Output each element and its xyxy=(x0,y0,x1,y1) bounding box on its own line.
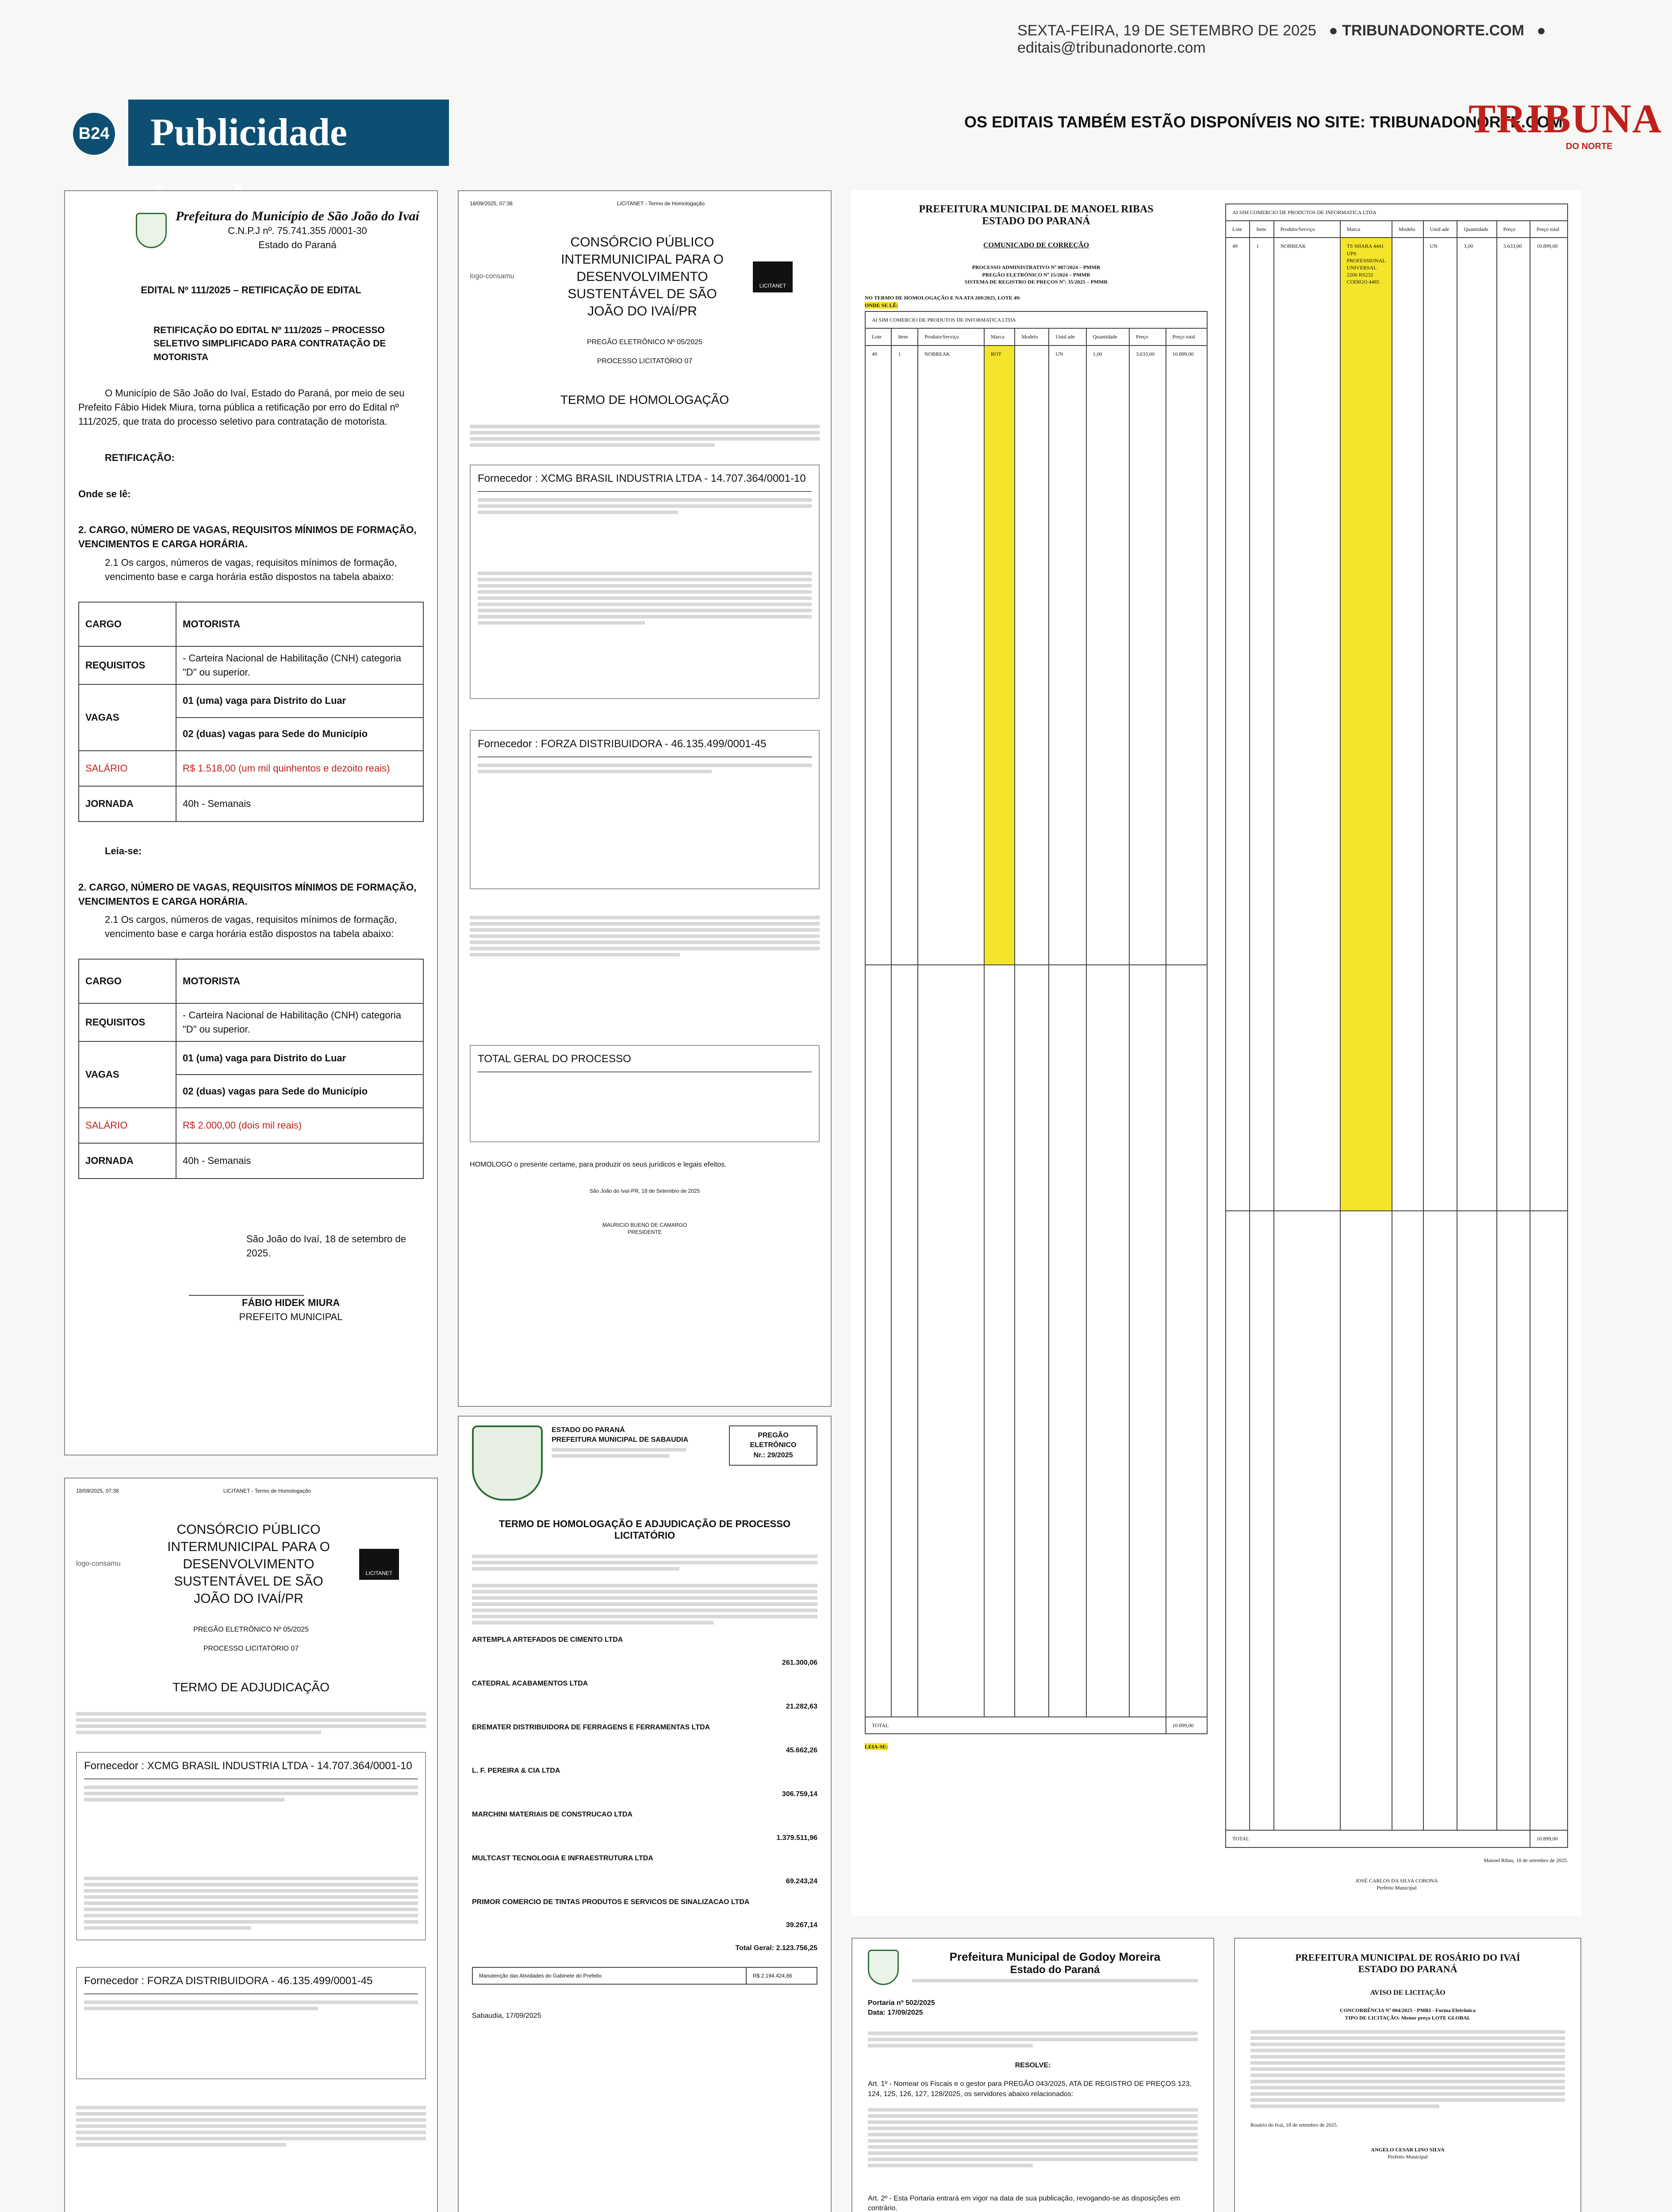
intro-text: O Município de São João do Ivaí, Estado do Paraná, por meio de seu Prefeito Fábio Hidek Miura, torna pública a retificação por erro do Edital nº 111/2025, que trata do processo seletivo para contratação de motorista. xyxy=(78,387,405,427)
item-2-new: 2. CARGO, NÚMERO DE VAGAS, REQUISITOS MÍNIMOS DE FORMAÇÃO, VENCIMENTOS E CARGA HORÁRIA. xyxy=(78,881,417,907)
signatory: FÁBIO HIDEK MIURA xyxy=(242,1297,340,1308)
sabaudia-termo: TERMO DE HOMOLOGAÇÃO E ADJUDICAÇÃO DE PROCESSO LICITATÓRIO xyxy=(499,1518,791,1541)
consorcio-logo-2: logo-consamu xyxy=(470,273,514,280)
estado: Estado do Paraná xyxy=(258,239,337,250)
leia-se: Leia-se: xyxy=(105,845,142,856)
termo-homologacao-title: TERMO DE HOMOLOGAÇÃO xyxy=(560,392,729,407)
municipal-crest xyxy=(136,213,167,248)
notice-godoy-moreira: Prefeitura Municipal de Godoy Moreira Estado do Paraná Portaria nº 502/2025 Data: 17/09/2025 RESOLVE: Art. 1º - Nomear os Fiscais e o gestor para PREGÃO 043/2025, ATA DE REGISTRO DE PREÇOS 123, 124, 125, 126, 127, 128/2025, os servidores abaixo relacionados: Art. 2º - Esta Portaria entrará em vigor na data de sua publicação, revogando-se as disposições em contrário. xyxy=(851,1938,1214,2212)
termo-adjudicacao-title: TERMO DE ADJUDICAÇÃO xyxy=(173,1680,330,1694)
sabaudia-fornecedores xyxy=(472,1635,817,1930)
godoy-crest xyxy=(868,1950,899,1985)
fornecedor-row: CATEDRAL ACABAMENTOS LTDA 21.282,63 xyxy=(472,1679,817,1711)
consorcio-name: CONSÓRCIO PÚBLICO INTERMUNICIPAL PARA O DESENVOLVIMENTO SUSTENTÁVEL DE SÃO JOÃO DO IVAÍ/PR xyxy=(167,1522,330,1606)
prefeitura-name: Prefeitura do Município de São João do Ivaí xyxy=(176,209,419,223)
licitanet-logo: LICITANET xyxy=(359,1549,399,1580)
notice-sao-joao-retificacao xyxy=(64,190,438,1455)
onde-table: AI SIM COMERCIO DE PRODUTOS DE INFORMATICA LTDA Lote Item Produto/Serviço Marca Modelo Unid ade Quantidade Preço Preço total 49 1 NOBREAK ROT UN 1,00 3.633,00 10.899,00 TOTAL 10.899,00 xyxy=(865,311,1208,1734)
signatory-role: PREFEITO MUNICIPAL xyxy=(239,1311,343,1322)
masthead-date: SEXTA-FEIRA, 19 DE SETEMBRO DE 2025 ● TRIBUNADONORTE.COM ● editais@tribunadonorte.com xyxy=(1017,22,1546,56)
fornecedor-row: L. F. PEREIRA & CIA LTDA 306.759,14 xyxy=(472,1767,817,1798)
section-title: Publicidade xyxy=(128,100,449,166)
fornecedor-1-box: Fornecedor : XCMG BRASIL INDUSTRIA LTDA - 14.707.364/0001-10 xyxy=(76,1752,426,1940)
item-2-1: 2.1 Os cargos, números de vagas, requisitos mínimos de formação, vencimento base e carga horária estão dispostos na tabela abaixo: xyxy=(105,557,397,583)
retificacao-label: RETIFICAÇÃO: xyxy=(105,452,175,463)
fornecedor-2-box: Fornecedor : FORZA DISTRIBUIDORA - 46.135.499/0001-45 xyxy=(76,1967,426,2079)
signature-stamp xyxy=(189,1269,304,1296)
fornecedor-row: PRIMOR COMERCIO DE TINTAS PRODUTOS E SERVICOS DE SINALIZACAO LTDA 39.267,14 xyxy=(472,1898,817,1929)
onde-se-le: Onde se lê: xyxy=(78,488,131,499)
total-geral-box-h: TOTAL GERAL DO PROCESSO xyxy=(470,1045,820,1142)
fornecedor-row: MULTCAST TECNOLOGIA E INFRAESTRUTURA LTDA 69.243,24 xyxy=(472,1854,817,1886)
sabaudia-crest xyxy=(472,1425,543,1501)
consorcio-logo: logo-consamu xyxy=(76,1560,121,1568)
data-local: São João do Ivaí, 18 de setembro de 2025. xyxy=(246,1233,406,1259)
pregao-box: PREGÃO ELETRÔNICO Nr.: 29/2025 xyxy=(729,1425,817,1466)
edital-title: EDITAL Nº 111/2025 – RETIFICAÇÃO DE EDITAL xyxy=(141,284,361,296)
notice-rosario-do-ivai: PREFEITURA MUNICIPAL DE ROSÁRIO DO IVAÍ ESTADO DO PARANÁ AVISO DE LICITAÇÃO CONCORRÊNCIA Nº 004/2025 - PMRI - Forma Eletrônica TIPO DE LICITAÇÃO: Menor preço LOTE GLOBAL Rosário do Ivaí, 18 de setembro de 2025. ANGELO CESAR LINO SILVA Prefeito Municipal xyxy=(1234,1938,1581,2212)
tribuna-logo: TRIBUNA xyxy=(1469,96,1663,141)
notice-sabaudia: ESTADO DO PARANÁ PREFEITURA MUNICIPAL DE SABAUDIA PREGÃO ELETRÔNICO Nr.: 29/2025 TERMO DE HOMOLOGAÇÃO E ADJUDICAÇÃO DE PROCESSO LICITATÓRIO ARTEMPLA ARTEFADOS DE CIMENTO LTDA 261.300,06 CATEDRAL ACABAMENTOS LTDA 21.282,63 EREMATER DISTRIBUIDORA DE FERRAGENS E FERRAMENTAS LTDA 45.662,26 L. F. PEREIRA & CIA LTDA 306.759,14 MARCHINI MATERIAIS DE CONSTRUCAO LTDA 1.379.511,96 MULTCAST TECNOLOGIA E INFRAESTRUTURA LTDA 69.243,24 PRIMOR COMERCIO DE TINTAS PRODUTOS E SERVICOS DE SINALIZACAO LTDA 39.267,14 Total Geral: 2.123.756,25 Manutenção das Atividades do Gabinete do Prefeito R$ 2.194.424,86 Sabaudia, 17/09/2025 xyxy=(458,1416,832,2212)
notice-consorcio-adjudicacao: 18/09/2025, 07:38 LICITANET - Termo de Homologação logo-consamu CONSÓRCIO PÚBLICO INTERMUNICIPAL PARA O DESENVOLVIMENTO SUSTENTÁVEL DE SÃO JOÃO DO IVAÍ/PR LICITANET PREGÃO ELETRÔNICO Nº 05/2025 PROCESSO LICITATÓRIO 07 TERMO DE ADJUDICAÇÃO Fornecedor : XCMG BRASIL INDUSTRIA LTDA - 14.707.364/0001-10 Fornecedor : FORZA DISTRIBUIDORA - 46.135.499/0001-45 xyxy=(64,1478,438,2212)
item-2: 2. CARGO, NÚMERO DE VAGAS, REQUISITOS MÍNIMOS DE FORMAÇÃO, VENCIMENTOS E CARGA HORÁRIA. xyxy=(78,524,417,550)
fornecedor-row: ARTEMPLA ARTEFADOS DE CIMENTO LTDA 261.300,06 xyxy=(472,1636,817,1667)
site-tagline: OS EDITAIS TAMBÉM ESTÃO DISPONÍVEIS NO SITE: TRIBUNADONORTE.COM xyxy=(964,113,1563,131)
notice-consorcio-homologacao: 18/09/2025, 07:38 LICITANET - Termo de Homologação logo-consamu CONSÓRCIO PÚBLICO INTERMUNICIPAL PARA O DESENVOLVIMENTO SUSTENTÁVEL DE SÃO JOÃO DO IVAÍ/PR LICITANET PREGÃO ELETRÔNICO Nº 05/2025 PROCESSO LICITATÓRIO 07 TERMO DE HOMOLOGAÇÃO Fornecedor : XCMG BRASIL INDUSTRIA LTDA - 14.707.364/0001-10 Fornecedor : FORZA DISTRIBUIDORA - 46.135.499/0001-45 TOTAL GERAL DO PROCESSO HOMOLOGO o presente certame, para produzir os seus jurídicos e legais efeitos. São João do Ivaí-PR, 18 de Setembro de 2025 MAURICIO BUENO DE CAMARGO PRESIDENTE xyxy=(458,190,832,1407)
fornecedor-row: EREMATER DISTRIBUIDORA DE FERRAGENS E FERRAMENTAS LTDA 45.662,26 xyxy=(472,1723,817,1754)
fornecedor-1-box-h: Fornecedor : XCMG BRASIL INDUSTRIA LTDA - 14.707.364/0001-10 xyxy=(470,465,820,699)
item-2-1-new: 2.1 Os cargos, números de vagas, requisitos mínimos de formação, vencimento base e carga horária estão dispostos na tabela abaixo: xyxy=(105,914,397,940)
cnpj: C.N.P.J nº. 75.741.355 /0001-30 xyxy=(228,225,367,236)
notice-manoel-ribas: PREFEITURA MUNICIPAL DE MANOEL RIBAS ESTADO DO PARANÁ COMUNICADO DE CORREÇÃO PROCESSO ADMINISTRATIVO Nº 087/2024 – PMMR PREGÃO ELETRÔNICO Nº 15/2024 – PMMR SISTEMA DE REGISTRO DE PREÇOS Nº: 35/2025 – PMMR NO TERMO DE HOMOLOGAÇÃO E NA ATA 269/2025, LOTE 49: ONDE SE LÊ: AI SIM COMERCIO DE PRODUTOS DE INFORMATICA LTDA Lote Item Produto/Serviço Marca Modelo Unid ade Quantidade Preço Preço total 49 1 NOBREAK ROT UN 1,00 3.633,00 10.899,00 TOTAL 10.899,00 LEIA-SE: AI SIM COMERCIO DE PRODUTOS DE INFORMATICA LTDA Lote Item Produto/Serviço Marca Modelo Unid ade Quantidade Preço Preço total 49 1 NOBREAK TS SHARA 4441 UPS PROFESSIONAL UNIVERSAL 2200 RS232 CODIGO 4485 UN 3,00 3.633,00 10.899,00 TOTAL 10.899,00 Manoel Ribas, 18 de setembro de 2025. JOSÉ CARLOS DA SILVA CORONA Prefeito Municipal xyxy=(851,190,1581,1916)
vagas-table-old: CARGO MOTORISTA REQUISITOS - Carteira Nacional de Habilitação (CNH) categoria "D" ou superior. VAGAS 01 (uma) vaga para Distrito do Luar 02 (duas) vagas para Sede do Município SALÁRIO R$ 1.518,00 (um mil quinhentos e dezoito reais) JORNADA 40h - Semanais xyxy=(78,602,424,822)
vagas-table-new: CARGO MOTORISTA REQUISITOS - Carteira Nacional de Habilitação (CNH) categoria "D" ou superior. VAGAS 01 (uma) vaga para Distrito do Luar 02 (duas) vagas para Sede do Município SALÁRIO R$ 2.000,00 (dois mil reais) JORNADA 40h - Semanais xyxy=(78,959,424,1179)
sabaudia-total: Total Geral: 2.123.756,25 xyxy=(735,1944,817,1952)
tribuna-logo-sub: DO NORTE xyxy=(1566,142,1613,151)
page-number-badge: B24 xyxy=(73,113,115,155)
fornecedor-2-box-h: Fornecedor : FORZA DISTRIBUIDORA - 46.135.499/0001-45 xyxy=(470,730,820,889)
fornecedor-row: MARCHINI MATERIAIS DE CONSTRUCAO LTDA 1.379.511,96 xyxy=(472,1811,817,1842)
licitanet-logo-2: LICITANET xyxy=(753,261,793,292)
retificacao-title: RETIFICAÇÃO DO EDITAL Nº 111/2025 – PROCESSO SELETIVO SIMPLIFICADO PARA CONTRATAÇÃO DE MOTORISTA xyxy=(153,325,386,362)
dotacao-table: Manutenção das Atividades do Gabinete do Prefeito R$ 2.194.424,86 xyxy=(472,1967,817,1985)
leia-table: AI SIM COMERCIO DE PRODUTOS DE INFORMATICA LTDA Lote Item Produto/Serviço Marca Modelo Unid ade Quantidade Preço Preço total 49 1 NOBREAK TS SHARA 4441 UPS PROFESSIONAL UNIVERSAL 2200 RS232 CODIGO 4485 UN 3,00 3.633,00 10.899,00 TOTAL 10.899,00 xyxy=(1225,204,1568,1848)
